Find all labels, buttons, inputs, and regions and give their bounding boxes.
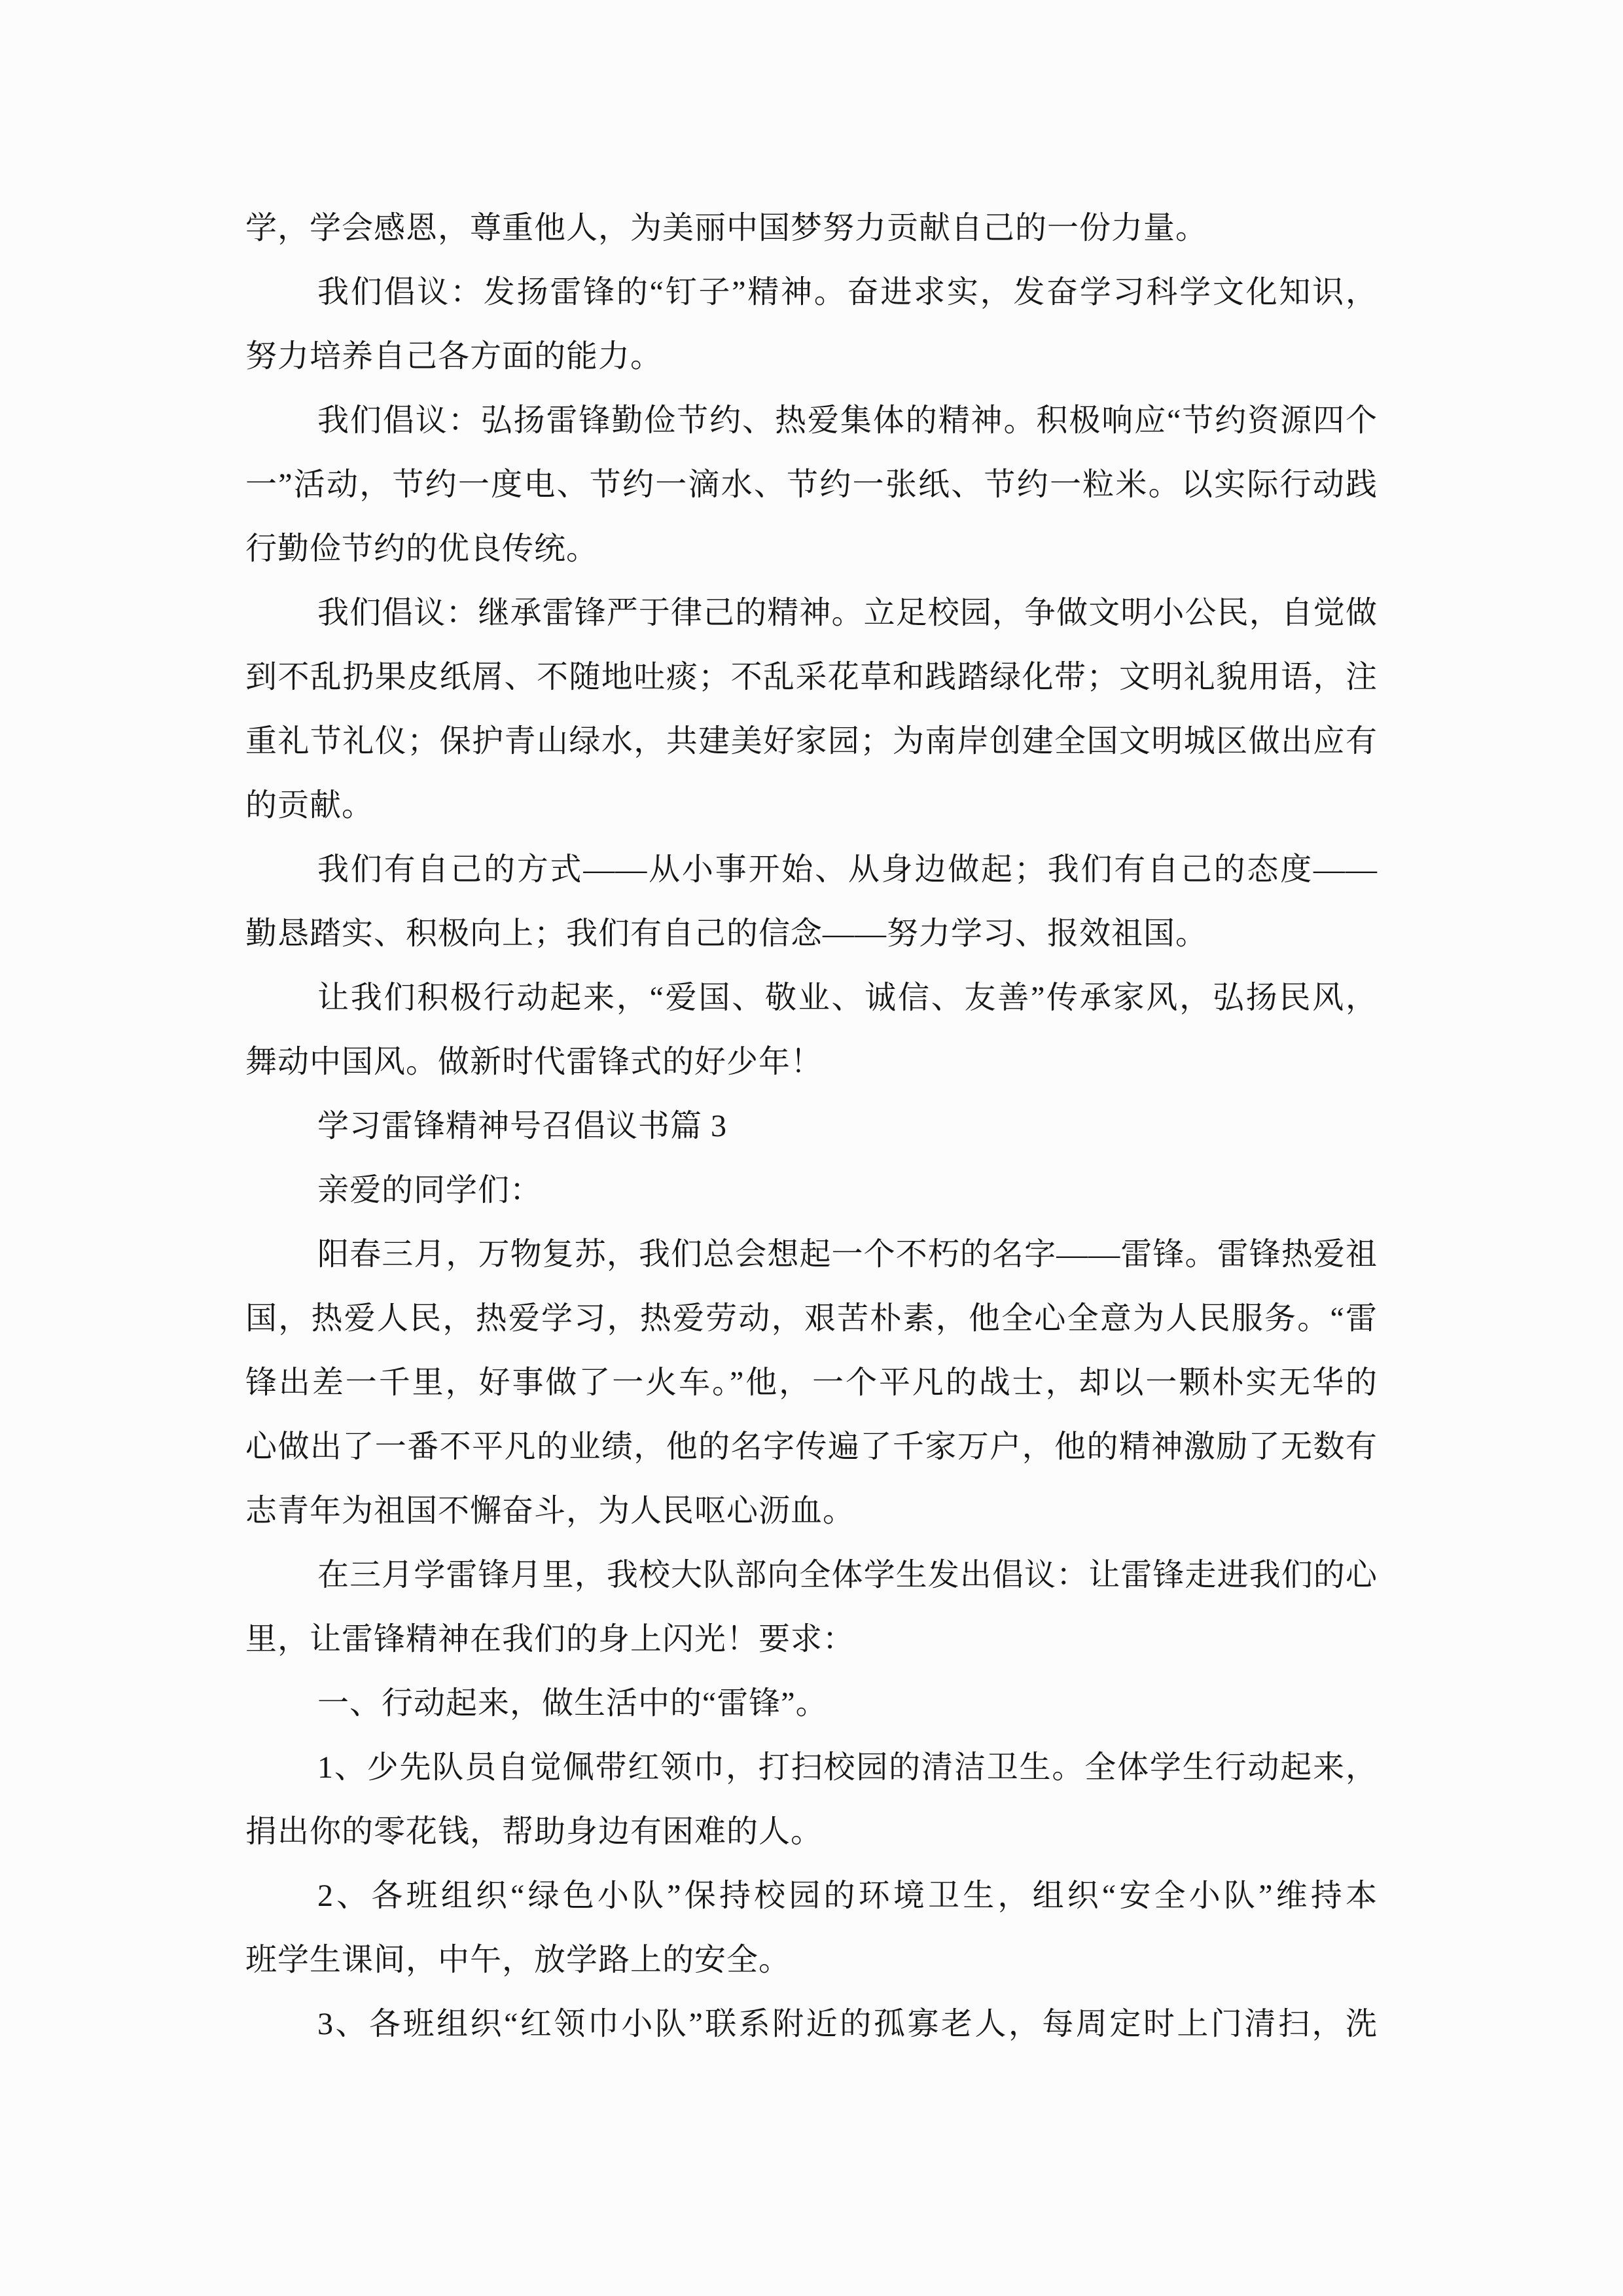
text-line: 学，学会感恩，尊重他人，为美丽中国梦努力贡献自己的一份力量。 (245, 211, 1208, 245)
text-line: 1、少先队员自觉佩带红领巾，打扫校园的清洁卫生。全体学生行动起来， (317, 1750, 1378, 1785)
text-line: 阳春三月，万物复苏，我们总会想起一个不朽的名字——雷锋。雷锋热爱祖 (317, 1237, 1378, 1272)
text-line: 在三月学雷锋月里，我校大队部向全体学生发出倡议：让雷锋走进我们的心 (317, 1558, 1378, 1592)
text-line: 的贡献。 (245, 788, 374, 823)
text-line: 一、行动起来，做生活中的“雷锋”。 (317, 1686, 828, 1721)
text-line: 我们倡议：发扬雷锋的“钉子”精神。奋进求实，发奋学习科学文化知识， (317, 275, 1378, 310)
text-line: 3、各班组织“红领巾小队”联系附近的孤寡老人，每周定时上门清扫，洗 (317, 2007, 1378, 2041)
text-line: 到不乱扔果皮纸屑、不随地吐痰；不乱采花草和践踏绿化带；文明礼貌用语，注 (245, 660, 1378, 694)
text-line: 我们倡议：弘扬雷锋勤俭节约、热爱集体的精神。积极响应“节约资源四个 (317, 403, 1378, 438)
text-line: 捐出你的零花钱，帮助身边有困难的人。 (245, 1814, 823, 1849)
text-line: 里，让雷锋精神在我们的身上闪光！要求： (245, 1622, 855, 1657)
text-line: 一”活动，节约一度电、节约一滴水、节约一张纸、节约一粒米。以实际行动践 (245, 467, 1378, 502)
text-line: 2、各班组织“绿色小队”保持校园的环境卫生，组织“安全小队”维持本 (317, 1878, 1378, 1913)
text-line: 学习雷锋精神号召倡议书篇 3 (317, 1109, 728, 1143)
text-line: 勤恳踏实、积极向上；我们有自己的信念——努力学习、报效祖国。 (245, 916, 1208, 951)
text-line: 志青年为祖国不懈奋斗，为人民呕心沥血。 (245, 1494, 855, 1528)
text-line: 我们有自己的方式——从小事开始、从身边做起；我们有自己的态度—— (317, 852, 1378, 887)
text-line: 亲爱的同学们： (317, 1173, 543, 1208)
text-line: 心做出了一番不平凡的业绩，他的名字传遍了千家万户，他的精神激励了无数有 (245, 1429, 1378, 1464)
text-line: 努力培养自己各方面的能力。 (245, 339, 663, 374)
text-line: 国，热爱人民，热爱学习，热爱劳动，艰苦朴素，他全心全意为人民服务。“雷 (245, 1301, 1378, 1336)
text-line: 舞动中国风。做新时代雷锋式的好少年！ (245, 1045, 823, 1079)
text-line: 行勤俭节约的优良传统。 (245, 531, 599, 566)
text-line: 重礼节礼仪；保护青山绿水，共建美好家园；为南岸创建全国文明城区做出应有 (245, 724, 1378, 759)
text-line: 锋出差一千里，好事做了一火车。”他，一个平凡的战士，却以一颗朴实无华的 (245, 1365, 1378, 1400)
text-line: 让我们积极行动起来，“爱国、敬业、诚信、友善”传承家风，弘扬民风， (317, 980, 1378, 1015)
text-line: 班学生课间，中午，放学路上的安全。 (245, 1943, 791, 1977)
document-text (245, 196, 1378, 2056)
text-line: 我们倡议：继承雷锋严于律己的精神。立足校园，争做文明小公民，自觉做 (317, 596, 1378, 630)
